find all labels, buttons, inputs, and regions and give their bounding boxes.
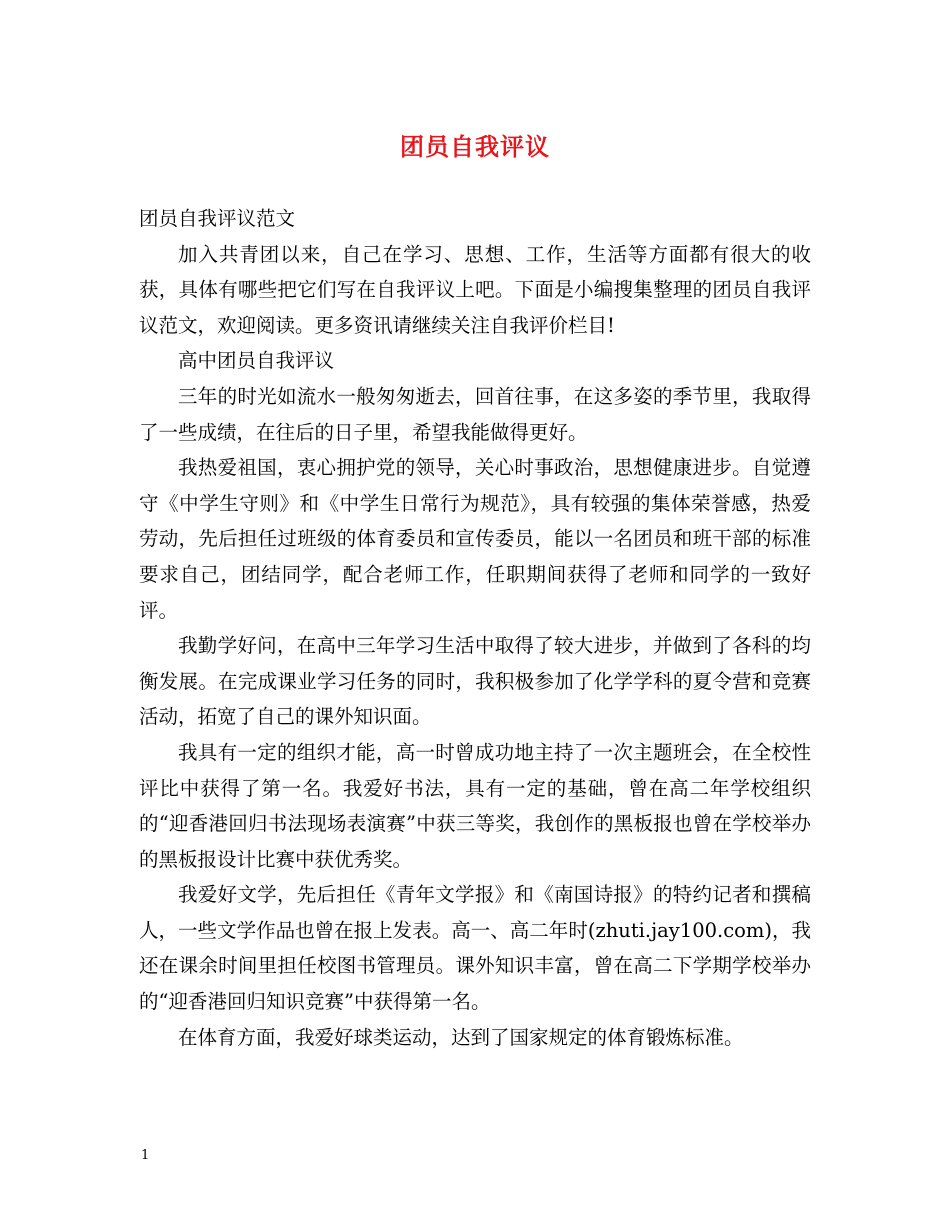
paragraph-subheading: 高中团员自我评议 (178, 349, 335, 373)
paragraph: 我爱好文学，先后担任《青年文学报》和《南国诗报》的特约记者和撰稿人，一些文学作品也曾在报上发表。高一、高二年时(zhuti.jay100.com)，我还在课余时间里担任校图书管理员。课外知识丰富，曾在高二下学期学校举办的“迎香港回归知识竞赛”中获得第一名。 (139, 883, 811, 1014)
paragraph-heading: 团员自我评议范文 (139, 207, 296, 230)
paragraph: 在体育方面，我爱好球类运动，达到了国家规定的体育锻炼标准。 (178, 1025, 744, 1049)
page-number: 1 (141, 1148, 150, 1163)
document-title: 团员自我评议 (400, 132, 550, 161)
paragraph: 我具有一定的组织才能，高一时曾成功地主持了一次主题班会，在全校性评比中获得了第一名。我爱好书法，具有一定的基础，曾在高二年学校组织的“迎香港回归书法现场表演赛”中获三等奖，我创作的黑板报也曾在学校举办的黑板报设计比赛中获优秀奖。 (139, 740, 811, 871)
paragraph: 三年的时光如流水一般匆匆逝去，回首往事，在这多姿的季节里，我取得了一些成绩，在往后的日子里，希望我能做得更好。 (139, 384, 811, 444)
paragraph-intro: 加入共青团以来，自己在学习、思想、工作，生活等方面都有很大的收获，具体有哪些把它们写在自我评议上吧。下面是小编搜集整理的团员自我评议范文，欢迎阅读。更多资讯请继续关注自我评价栏目! (139, 242, 811, 337)
paragraph: 我热爱祖国，衷心拥护党的领导，关心时事政治，思想健康进步。自觉遵守《中学生守则》和《中学生日常行为规范》，具有较强的集体荣誉感，热爱劳动，先后担任过班级的体育委员和宣传委员，能以一名团员和班干部的标准要求自己，团结同学，配合老师工作，任职期间获得了老师和同学的一致好评。 (139, 456, 811, 622)
document-body (139, 201, 811, 1055)
paragraph: 我勤学好问，在高中三年学习生活中取得了较大进步，并做到了各科的均衡发展。在完成课业学习任务的同时，我积极参加了化学学科的夏令营和竞赛活动，拓宽了自己的课外知识面。 (139, 634, 811, 729)
